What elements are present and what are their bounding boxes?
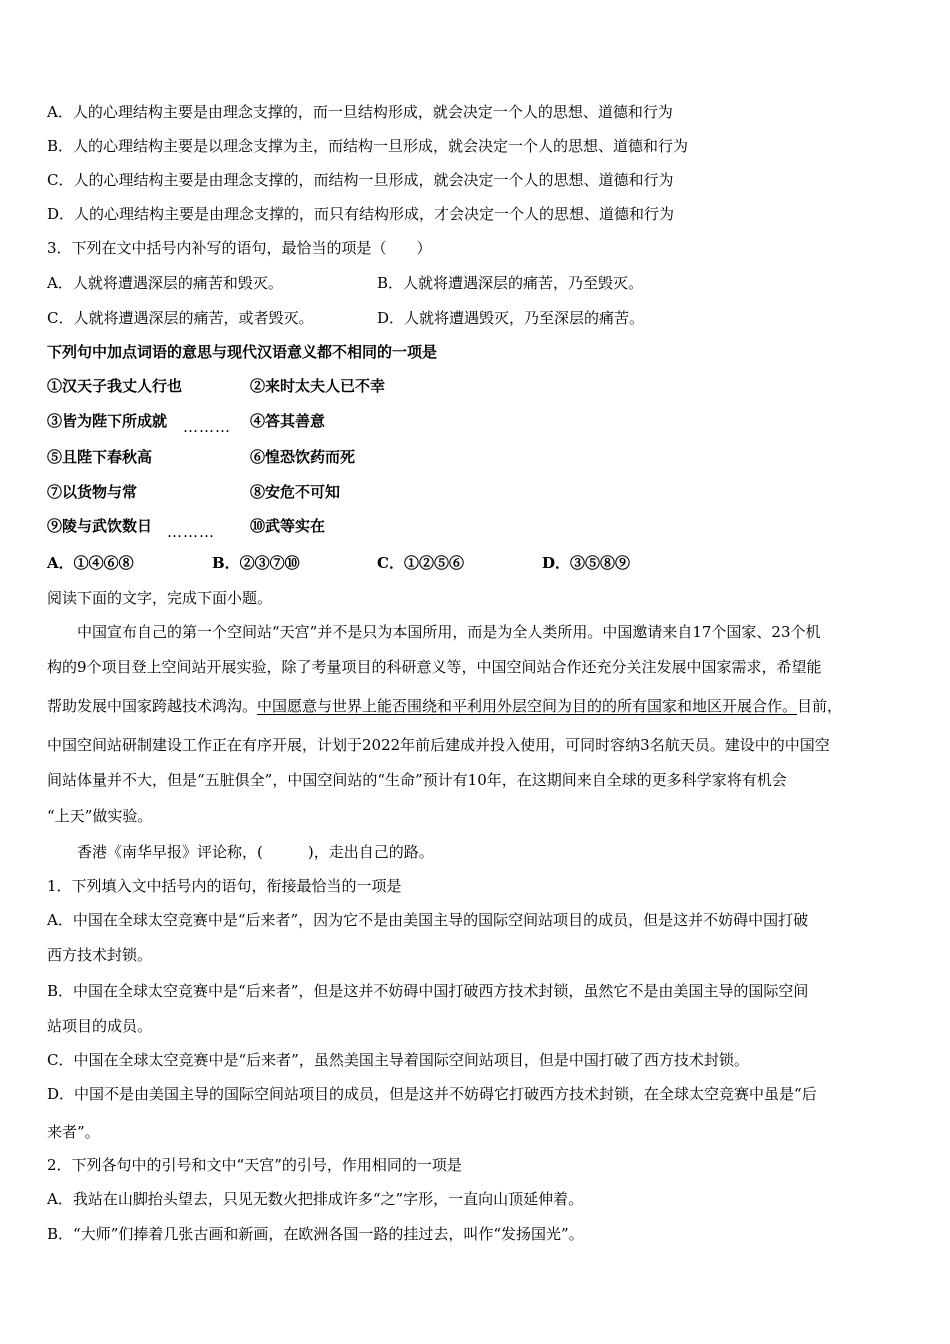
q1-option-a-cont: 西方技术封锁。 — [47, 946, 153, 964]
q1-option-c: C．中国在全球太空竞赛中是“后来者”，虽然美国主导着国际空间站项目，但是中国打破了西方技术封锁。 — [47, 1051, 749, 1069]
classical-item-6: ⑥惶恐饮药而死 — [250, 448, 356, 466]
q2-option-a: A．人的心理结构主要是由理念支撑的，而一旦结构形成，就会决定一个人的思想、道德和行为 — [47, 103, 673, 121]
classical-item-2: ②来时太夫人已不幸 — [250, 377, 386, 395]
q2-option-d: D．人的心理结构主要是由理念支撑的，而只有结构形成，才会决定一个人的思想、道德和行为 — [47, 205, 675, 223]
passage-line: 构的9个项目登上空间站开展实验，除了考量项目的科研意义等，中国空间站合作还充分关注发展中国家需求，希望能 — [47, 658, 822, 676]
classical-option-c: C．①②⑤⑥ — [377, 554, 464, 572]
q2-option-b: B．“大师”们捧着几张古画和新画，在欧洲各国一路的挂过去，叫作“发扬国光”。 — [47, 1225, 584, 1243]
q1-stem: 1．下列填入文中括号内的语句，衔接最恰当的一项是 — [47, 877, 402, 895]
q3-option-c: C．人就将遭遇深层的痛苦，或者毁灭。 — [47, 309, 314, 327]
classical-option-b: B．②③⑦⑩ — [212, 554, 300, 572]
classical-item-8: ⑧安危不可知 — [250, 483, 341, 501]
q1-option-b: B．中国在全球太空竞赛中是“后来者”，但是这并不妨碍中国打破西方技术封锁，虽然它不是由美国主导的国际空间 — [47, 982, 809, 1000]
classical-item-1: ①汉天子我丈人行也 — [47, 377, 183, 395]
q2-option-b: B．人的心理结构主要是以理念支撑为主，而结构一旦形成，就会决定一个人的思想、道德和行为 — [47, 137, 689, 155]
passage-line: “上天”做实验。 — [47, 807, 153, 825]
passage-line: 中国宣布自己的第一个空间站“天宫”并不是只为本国所用，而是为全人类所用。中国邀请来自17个国家、23个机 — [77, 623, 821, 641]
passage-line: 间站体量并不大，但是“五脏俱全”，中国空间站的“生命”预计有10年，在这期间来自全球的更多科学家将有机会 — [47, 771, 787, 789]
classical-item-7: ⑦以货物与常 — [47, 483, 138, 501]
q3-option-d: D．人就将遭遇毁灭，乃至深层的痛苦。 — [377, 309, 645, 327]
passage-text: 帮助发展中国家跨越技术鸿沟。 — [47, 697, 258, 715]
classical-item-3: ③皆为陛下所成就 — [47, 412, 168, 430]
q3-option-b: B．人就将遭遇深层的痛苦，乃至毁灭。 — [377, 274, 644, 292]
emphasis-dots: ……… — [183, 418, 231, 436]
classical-stem: 下列句中加点词语的意思与现代汉语意义都不相同的一项是 — [47, 343, 438, 361]
q1-option-b-cont: 站项目的成员。 — [47, 1017, 153, 1035]
q2-option-c: C．人的心理结构主要是由理念支撑的，而结构一旦形成，就会决定一个人的思想、道德和行为 — [47, 171, 674, 189]
q1-option-d: D．中国不是由美国主导的国际空间站项目的成员，但是这并不妨碍它打破西方技术封锁，在全球太空竞赛中虽是“后 — [47, 1085, 817, 1103]
q1-option-a: A．中国在全球太空竞赛中是“后来者”，因为它不是由美国主导的国际空间站项目的成员，但是这并不妨碍中国打破 — [47, 911, 809, 929]
underlined-sentence: 中国愿意与世界上能否围绕和平利用外层空间为目的的所有国家和地区开展合作。 — [257, 697, 798, 715]
classical-item-10: ⑩武等实在 — [250, 517, 326, 535]
q2-stem: 2．下列各句中的引号和文中“天宫”的引号，作用相同的一项是 — [47, 1156, 462, 1174]
passage-line — [47, 696, 842, 716]
classical-option-d: D．③⑤⑧⑨ — [542, 554, 631, 572]
passage-text: 目前， — [797, 697, 843, 715]
reading-intro: 阅读下面的文字，完成下面小题。 — [47, 589, 273, 607]
q3-option-a: A．人就将遭遇深层的痛苦和毁灭。 — [47, 274, 283, 292]
classical-item-9: ⑨陵与武饮数日 — [47, 517, 153, 535]
q2-option-a: A．我站在山脚抬头望去，只见无数火把排成许多“之”字形，一直向山顶延伸着。 — [47, 1190, 584, 1208]
classical-item-5: ⑤且陛下春秋高 — [47, 448, 153, 466]
q3-stem: 3．下列在文中括号内补写的语句，最恰当的项是（ ） — [47, 239, 432, 257]
passage-line: 香港《南华早报》评论称，( )，走出自己的路。 — [77, 843, 434, 861]
emphasis-dots: ……… — [167, 523, 215, 541]
classical-option-a: A．①④⑥⑧ — [47, 554, 134, 572]
classical-item-4: ④答其善意 — [250, 412, 326, 430]
q1-option-d-cont: 来者”。 — [47, 1123, 100, 1141]
passage-line: 中国空间站研制建设工作正在有序开展，计划于2022年前后建成并投入使用，可同时容纳3名航天员。建设中的中国空 — [47, 736, 830, 754]
